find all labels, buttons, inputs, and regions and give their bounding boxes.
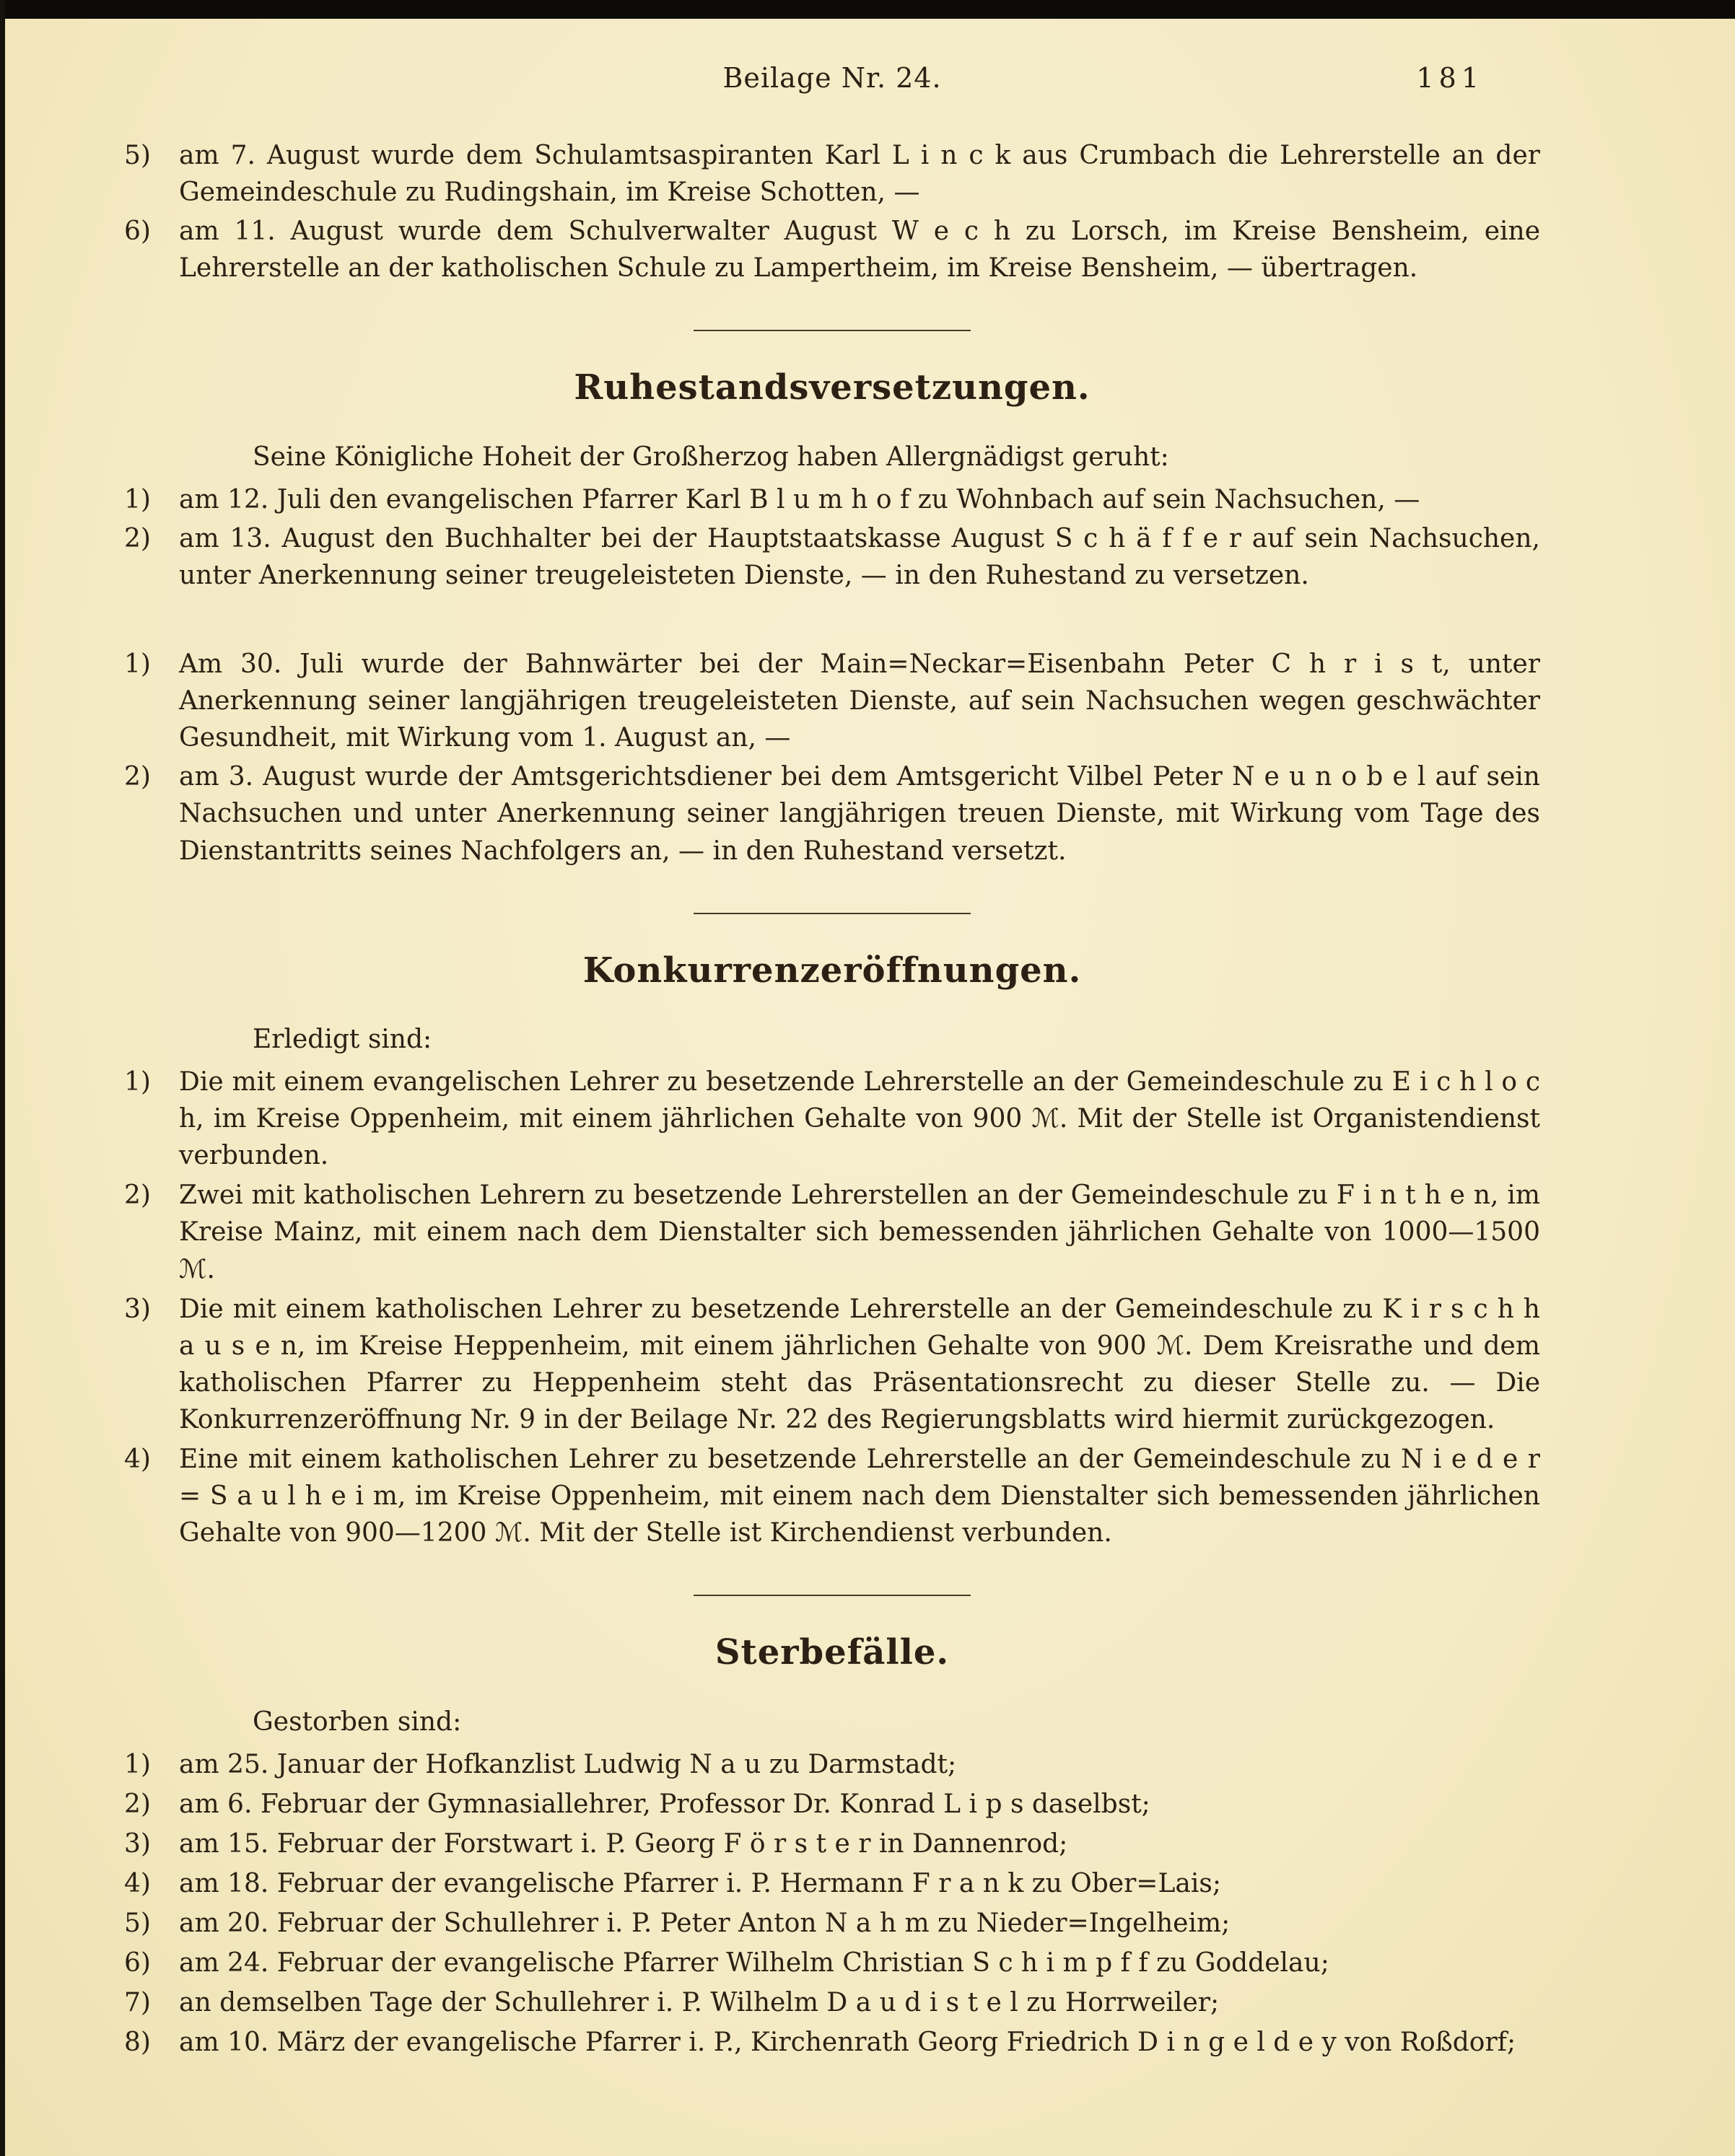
- item-number: 1): [124, 1066, 151, 1097]
- section-divider: [694, 913, 971, 914]
- section-heading: Sterbefälle.: [714, 1632, 950, 1673]
- item-number: 2): [124, 762, 151, 792]
- item-text: Eine mit einem katholischen Lehrer zu besetzende Lehrerstelle an der Gemeindeschule zu N i e d e r = S a u l h e i m, im Kreise Oppenheim, mit einem nach dem Dienstalter sich bemessenden jährlichen Gehalte von 900—1200 ℳ. Mit der Stelle ist Kirchendienst verbunden.: [179, 1445, 1540, 1548]
- section-intro: Erledigt sind:: [253, 1024, 432, 1054]
- item-text: Am 30. Juli wurde der Bahnwärter bei der Main=Neckar=Eisenbahn Peter C h r i s t, unter Anerkennung seiner langjährigen treugeleisteten Dienste, auf sein Nachsuchen wegen geschwächter Gesundheit, mit Wirkung vom 1. August an, —: [179, 649, 1540, 753]
- list-item: [124, 481, 1540, 518]
- item-text: Die mit einem evangelischen Lehrer zu besetzende Lehrerstelle an der Gemeindeschule zu E i c h l o c h, im Kreise Oppenheim, mit einem jährlichen Gehalte von 900 ℳ. Mit der Stelle ist Organistendienst verbunden.: [179, 1066, 1540, 1171]
- item-text: an demselben Tage der Schullehrer i. P. Wilhelm D a u d i s t e l zu Horrweiler;: [179, 1988, 1220, 2018]
- page-number: 181: [1416, 62, 1484, 94]
- item-text: am 10. März der evangelische Pfarrer i. P., Kirchenrath Georg Friedrich D i n g e l d e y von Roßdorf;: [179, 2028, 1516, 2058]
- list-item: [124, 1826, 1540, 1862]
- retirements-group-a: [124, 481, 1540, 594]
- item-number: 5): [124, 141, 151, 170]
- item-number: 1): [124, 484, 151, 514]
- list-item: [124, 1786, 1540, 1823]
- list-item: [124, 1064, 1540, 1174]
- item-number: 6): [124, 1948, 151, 1978]
- scan-edge-left: [0, 0, 5, 2156]
- item-text: Zwei mit katholischen Lehrern zu besetzende Lehrerstellen an der Gemeindeschule zu F i n t h e n, im Kreise Mainz, mit einem nach dem Dienstalter sich bemessenden jährlichen Gehalte von 1000—1500 ℳ.: [179, 1180, 1540, 1284]
- retirements-group-b: [124, 646, 1540, 869]
- item-number: 1): [124, 1749, 151, 1779]
- item-number: 2): [124, 1789, 151, 1819]
- list-item: [124, 1945, 1540, 1981]
- list-item: [124, 1746, 1540, 1783]
- item-text: am 7. August wurde dem Schulamtsaspiranten Karl L i n c k aus Crumbach die Lehrerstelle an der Gemeindeschule zu Rudingshain, im Kreise Schotten, —: [179, 141, 1540, 208]
- list-item: [124, 1291, 1540, 1438]
- item-number: 5): [124, 1909, 151, 1939]
- item-number: 2): [124, 1180, 151, 1211]
- list-item: [124, 520, 1540, 594]
- item-text: am 24. Februar der evangelische Pfarrer Wilhelm Christian S c h i m p f f zu Goddelau;: [179, 1948, 1329, 1978]
- list-item: [124, 2024, 1540, 2061]
- section-intro: Gestorben sind:: [253, 1706, 462, 1737]
- item-number: 8): [124, 2028, 151, 2058]
- list-item: [124, 1865, 1540, 1902]
- item-text: am 25. Januar der Hofkanzlist Ludwig N a u zu Darmstadt;: [179, 1749, 957, 1779]
- section-divider: [694, 1595, 971, 1596]
- section-heading: Konkurrenzeröffnungen.: [582, 950, 1082, 991]
- page-header: [124, 59, 1540, 101]
- section-retirements: [124, 363, 1540, 869]
- continuation-list: [124, 137, 1540, 286]
- item-text: am 12. Juli den evangelischen Pfarrer Karl B l u m h o f zu Wohnbach auf sein Nachsuchen, —: [179, 484, 1420, 514]
- list-item: [124, 213, 1540, 286]
- list-item: [124, 646, 1540, 756]
- item-text: am 13. August den Buchhalter bei der Hauptstaatskasse August S c h ä f f e r auf sein Nachsuchen, unter Anerkennung seiner treugeleisteten Dienste, — in den Ruhestand zu versetzen.: [179, 523, 1540, 590]
- item-number: 3): [124, 1828, 151, 1859]
- scan-edge-top: [0, 0, 1735, 19]
- item-text: am 11. August wurde dem Schulverwalter August W e c h zu Lorsch, im Kreise Bensheim, eine Lehrerstelle an der katholischen Schule zu Lampertheim, im Kreise Bensheim, — übertragen.: [179, 216, 1540, 284]
- section-deaths: [124, 1628, 1540, 2061]
- item-text: Die mit einem katholischen Lehrer zu besetzende Lehrerstelle an der Gemeindeschule zu K i r s c h h a u s e n, im Kreise Heppenheim, mit einem jährlichen Gehalte von 900 ℳ. Dem Kreisrathe und dem katholischen Pfarrer zu Heppenheim steht das Präsentationsrecht zu dieser Stelle zu. — Die Konkurrenzeröffnung Nr. 9 in der Beilage Nr. 22 des Regierungsblatts wird hiermit zurückgezogen.: [179, 1294, 1540, 1434]
- section-divider: [694, 330, 971, 331]
- item-number: 2): [124, 523, 151, 553]
- list-item: [124, 137, 1540, 211]
- section-heading: Ruhestandsversetzungen.: [574, 367, 1091, 408]
- item-number: 4): [124, 1868, 151, 1898]
- list-item: [124, 1441, 1540, 1551]
- item-number: 4): [124, 1445, 151, 1475]
- item-number: 1): [124, 649, 151, 680]
- list-item: [124, 758, 1540, 869]
- page-content: [124, 59, 1540, 2064]
- list-item: [124, 1177, 1540, 1287]
- item-text: am 18. Februar der evangelische Pfarrer i. P. Hermann F r a n k zu Ober=Lais;: [179, 1868, 1221, 1898]
- item-text: am 6. Februar der Gymnasiallehrer, Professor Dr. Konrad L i p s daselbst;: [179, 1789, 1150, 1819]
- item-text: am 20. Februar der Schullehrer i. P. Peter Anton N a h m zu Nieder=Ingelheim;: [179, 1909, 1231, 1939]
- item-number: 3): [124, 1294, 151, 1324]
- item-number: 6): [124, 216, 151, 247]
- section-vacancies: [124, 946, 1540, 1552]
- list-item: [124, 1984, 1540, 2021]
- item-text: am 3. August wurde der Amtsgerichtsdiener bei dem Amtsgericht Vilbel Peter N e u n o b e l auf sein Nachsuchen und unter Anerkennung seiner langjährigen treuen Dienste, mit Wirkung vom Tage des Dienstantritts seines Nachfolgers an, — in den Ruhestand versetzt.: [179, 762, 1540, 866]
- list-item: [124, 1905, 1540, 1942]
- item-number: 7): [124, 1988, 151, 2018]
- item-text: am 15. Februar der Forstwart i. P. Georg F ö r s t e r in Dannenrod;: [179, 1828, 1068, 1859]
- page-header-title: Beilage Nr. 24.: [722, 62, 942, 94]
- section-intro: Seine Königliche Hoheit der Großherzog haben Allergnädigst geruht:: [253, 442, 1169, 472]
